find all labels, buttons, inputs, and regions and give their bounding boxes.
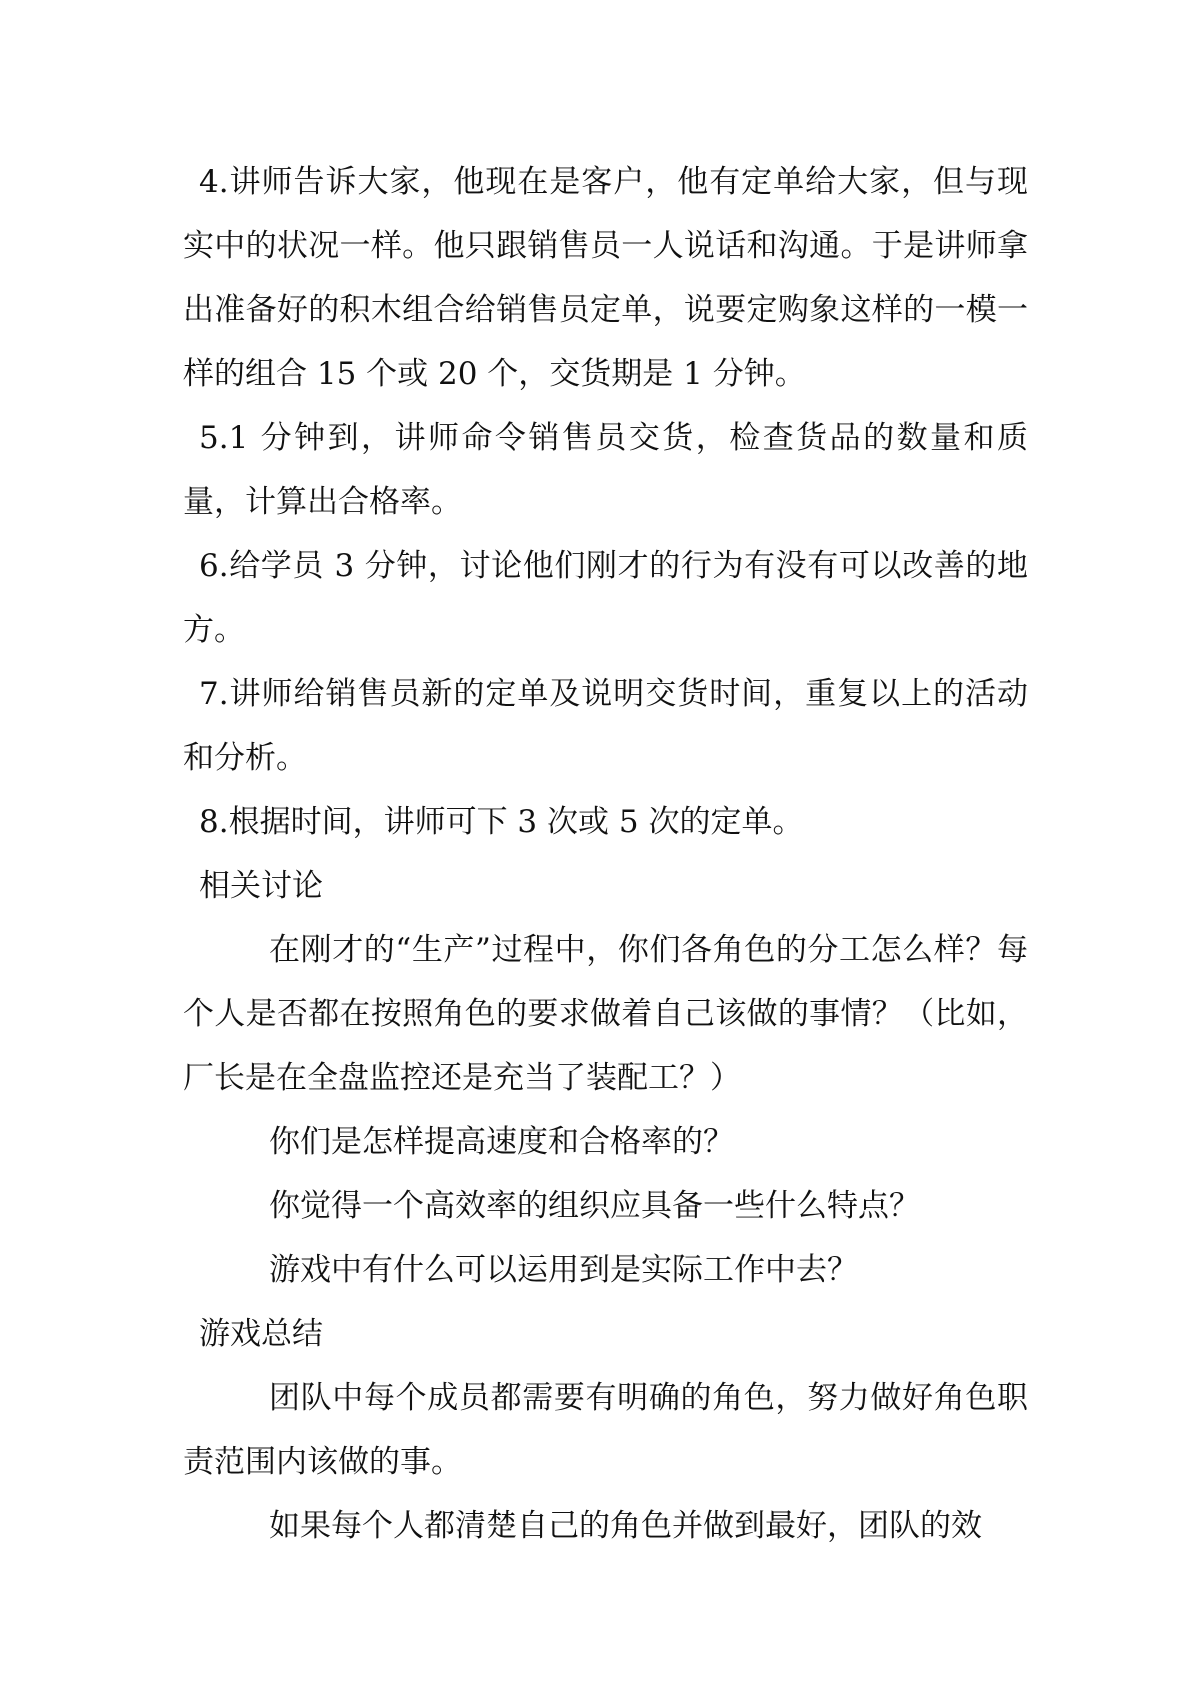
- summary-paragraph-1: 团队中每个成员都需要有明确的角色，努力做好角色职责范围内该做的事。: [183, 1380, 1028, 1480]
- discussion-question-3: 你觉得一个高效率的组织应具备一些什么特点？: [269, 1188, 920, 1224]
- step-8-paragraph: 8.根据时间，讲师可下 3 次或 5 次的定单。: [199, 804, 804, 840]
- summary-paragraph-2: 如果每个人都清楚自己的角色并做到最好，团队的效: [269, 1508, 982, 1544]
- step-7-paragraph: 7.讲师给销售员新的定单及说明交货时间，重复以上的活动和分析。: [183, 676, 1028, 776]
- discussion-heading: 相关讨论: [199, 868, 323, 904]
- summary-heading: 游戏总结: [199, 1316, 323, 1352]
- discussion-question-4: 游戏中有什么可以运用到是实际工作中去？: [269, 1252, 858, 1288]
- body-text: [183, 150, 1028, 1558]
- step-5-paragraph: 5.1 分钟到，讲师命令销售员交货，检查货品的数量和质量，计算出合格率。: [183, 420, 1028, 520]
- discussion-question-1: 在刚才的“生产”过程中，你们各角色的分工怎么样？每个人是否都在按照角色的要求做着自己该做的事情？（比如，厂长是在全盘监控还是充当了装配工？）: [183, 932, 1028, 1096]
- discussion-question-2: 你们是怎样提高速度和合格率的？: [269, 1124, 734, 1160]
- step-6-paragraph: 6.给学员 3 分钟，讨论他们刚才的行为有没有可以改善的地方。: [183, 548, 1028, 648]
- step-4-paragraph: 4.讲师告诉大家，他现在是客户，他有定单给大家，但与现实中的状况一样。他只跟销售员一人说话和沟通。于是讲师拿出准备好的积木组合给销售员定单，说要定购象这样的一模一样的组合 15 个或 20 个，交货期是 1 分钟。: [183, 164, 1028, 392]
